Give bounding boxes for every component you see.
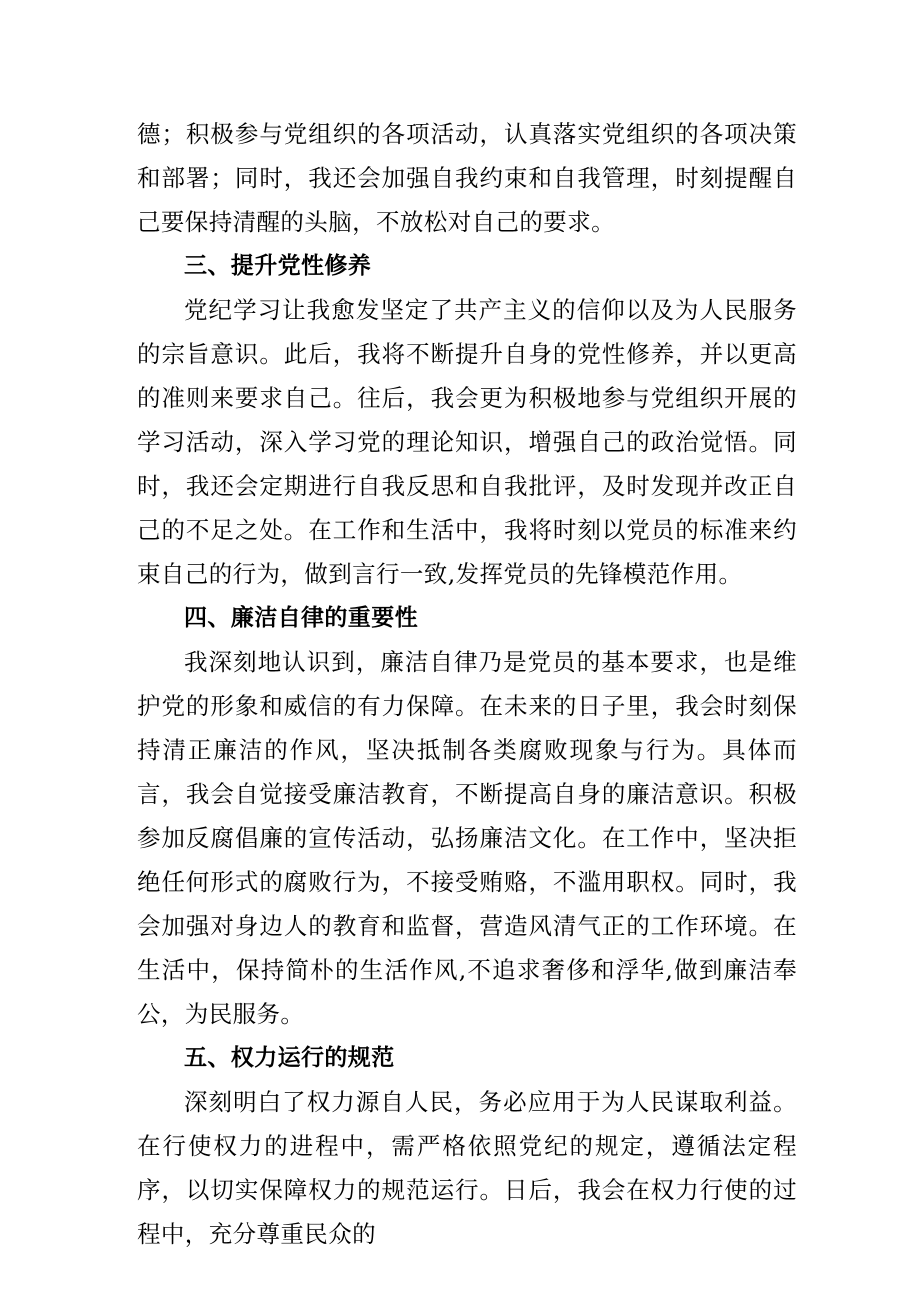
section-heading-4: 四、廉洁自律的重要性	[184, 605, 418, 631]
section-heading-5: 五、权力运行的规范	[184, 1045, 395, 1071]
paragraph-continuation: 德；积极参与党组织的各项活动，认真落实党组织的各项决策和部署；同时，我还会加强自我约束和自我管理，时刻提醒自己要保持清醒的头脑，不放松对自己的要求。	[137, 120, 797, 236]
section-heading-3: 三、提升党性修养	[184, 253, 372, 279]
paragraph-party-cultivation: 党纪学习让我愈发坚定了共产主义的信仰以及为人民服务的宗旨意识。此后，我将不断提升自身的党性修养，并以更高的准则来要求自己。往后，我会更为积极地参与党组织开展的学习活动，深入学习党的理论知识，增强自己的政治觉悟。同时，我还会定期进行自我反思和自我批评，及时发现并改正自己的不足之处。在工作和生活中，我将时刻以党员的标准来约束自己的行为，做到言行一致,发挥党员的先锋模范作用。	[137, 296, 797, 588]
document-body	[137, 112, 797, 1256]
paragraph-power-norms: 深刻明白了权力源自人民，务必应用于为人民谋取利益。在行使权力的进程中，需严格依照党纪的规定，遵循法定程序，以切实保障权力的规范运行。日后，我会在权力行使的过程中，充分尊重民众的	[137, 1088, 797, 1248]
paragraph-integrity: 我深刻地认识到，廉洁自律乃是党员的基本要求，也是维护党的形象和威信的有力保障。在未来的日子里，我会时刻保持清正廉洁的作风，坚决抵制各类腐败现象与行为。具体而言，我会自觉接受廉洁教育，不断提高自身的廉洁意识。积极参加反腐倡廉的宣传活动，弘扬廉洁文化。在工作中，坚决拒绝任何形式的腐败行为，不接受贿赂，不滥用职权。同时，我会加强对身边人的教育和监督，营造风清气正的工作环境。在生活中，保持简朴的生活作风,不追求奢侈和浮华,做到廉洁奉公，为民服务。	[137, 648, 797, 1028]
